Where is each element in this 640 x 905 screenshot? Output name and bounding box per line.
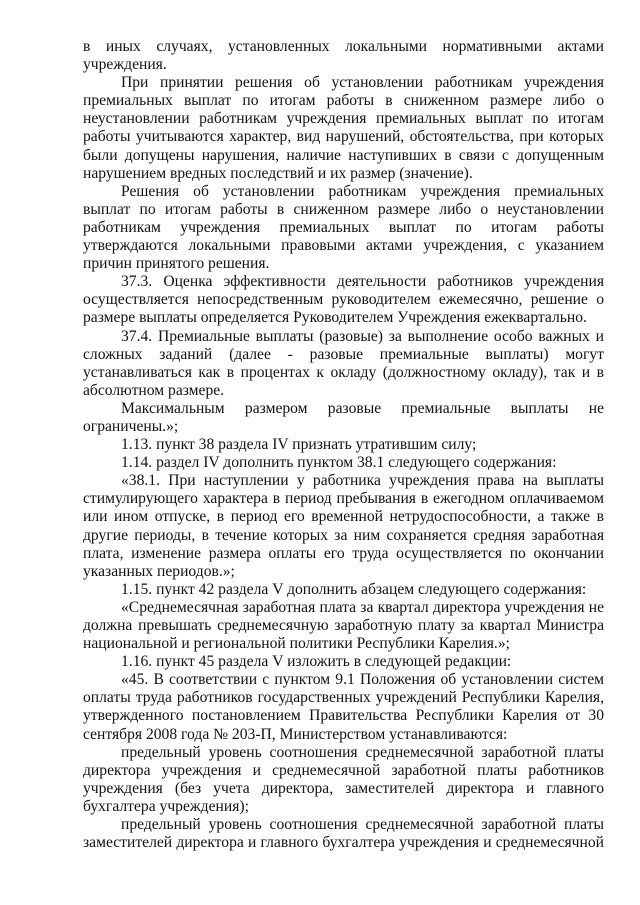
paragraph-12: 1.16. пункт 45 раздела V изложить в следующей редакции: bbox=[121, 653, 512, 671]
paragraph-4: 37.3. Оценка эффективности деятельности работников учреждения осуществляется непосредственным руководителем ежемесячно, решение о размере выплаты определяется Руководителем Учреждения ежеквартально. bbox=[83, 273, 604, 327]
paragraph-6: Максимальным размером разовые премиальные выплаты не ограничены.»; bbox=[83, 399, 604, 435]
paragraph-8: 1.14. раздел IV дополнить пунктом 38.1 следующего содержания: bbox=[121, 454, 557, 472]
paragraph-3: Решения об установлении работникам учреждения премиальных выплат по итогам работы в сниженном размере либо о неустановлении работникам учреждения премиальных выплат по итогам работы утверждаются локальными правовыми актами учреждения, с указанием причин принятого решения. bbox=[83, 182, 604, 273]
paragraph-10: 1.15. пункт 42 раздела V дополнить абзацем следующего содержания: bbox=[121, 580, 587, 598]
paragraph-14: предельный уровень соотношения среднемесячной заработной платы директора учреждения и среднемесячной заработной платы работников учреждения (без учета директора, заместителей директора и главного бухгалтера учреждения); bbox=[83, 743, 604, 815]
paragraph-9: «38.1. При наступлении у работника учреждения права на выплаты стимулирующего характера в период пребывания в ежегодном оплачиваемом или ином отпуске, в период его временной нетрудоспособности, а также в другие периоды, в течение которых за ним сохраняется средняя заработная плата, изменение размера оплаты его труда осуществляется по окончании указанных периодов.»; bbox=[83, 472, 604, 580]
paragraph-5: 37.4. Премиальные выплаты (разовые) за выполнение особо важных и сложных заданий (далее - разовые премиальные выплаты) могут устанавливаться как в процентах к окладу (должностному окладу), так и в абсолютном размере. bbox=[83, 327, 604, 399]
paragraph-1: в иных случаях, установленных локальными нормативными актами учреждения. bbox=[83, 38, 604, 74]
paragraph-2: При принятии решения об установлении работникам учреждения премиальных выплат по итогам работы в сниженном размере либо о неустановлении работникам учреждения премиальных выплат по итогам работы учитываются характер, вид нарушений, обстоятельства, при которых были допущены нарушения, наличие наступивших в связи с допущенным нарушением вредных последствий и их размер (значение). bbox=[83, 74, 604, 182]
paragraph-7: 1.13. пункт 38 раздела IV признать утратившим силу; bbox=[121, 436, 477, 454]
paragraph-11: «Среднемесячная заработная плата за квартал директора учреждения не должна превышать среднемесячную заработную плату за квартал Министра национальной и региональной политики Республики Карелия.»; bbox=[83, 598, 604, 653]
paragraph-13: «45. В соответствии с пунктом 9.1 Положения об установлении систем оплаты труда работников государственных учреждений Республики Карелия, утвержденного постановлением Правительства Республики Карелия от 30 сентября 2008 года № 203-П, Министерством устанавливаются: bbox=[83, 671, 604, 743]
paragraph-15: предельный уровень соотношения среднемесячной заработной платы заместителей директора и главного бухгалтера учреждения и среднемесячной bbox=[83, 816, 604, 852]
